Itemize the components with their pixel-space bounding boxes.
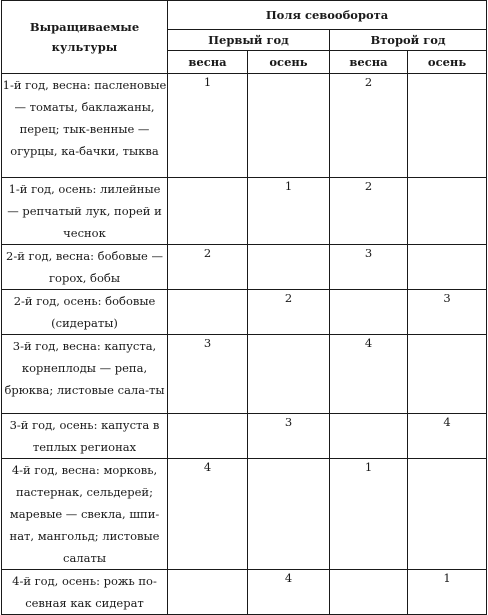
field-cell bbox=[330, 414, 408, 459]
crop-cell: 1-й год, весна: пасленовые — томаты, баклажаны, перец; тык-венные — огурцы, ка-бачки, тыква bbox=[2, 74, 168, 178]
field-cell bbox=[248, 245, 330, 290]
header-year-2: Второй год bbox=[330, 30, 487, 51]
table-row bbox=[2, 74, 487, 178]
field-cell: 2 bbox=[330, 178, 408, 245]
field-cell bbox=[168, 178, 248, 245]
table-row bbox=[2, 570, 487, 615]
field-cell: 2 bbox=[248, 290, 330, 335]
field-cell bbox=[330, 570, 408, 615]
field-cell bbox=[408, 459, 487, 570]
field-cell: 1 bbox=[408, 570, 487, 615]
header-season: весна bbox=[330, 51, 408, 74]
field-cell bbox=[408, 74, 487, 178]
crop-cell: 4-й год, осень: рожь по-севная как сидерат bbox=[2, 570, 168, 615]
field-cell: 2 bbox=[330, 74, 408, 178]
field-cell: 3 bbox=[408, 290, 487, 335]
field-cell bbox=[168, 414, 248, 459]
field-cell bbox=[248, 74, 330, 178]
field-cell bbox=[408, 178, 487, 245]
field-cell: 4 bbox=[168, 459, 248, 570]
header-season: осень bbox=[408, 51, 487, 74]
table-row bbox=[2, 245, 487, 290]
field-cell bbox=[168, 290, 248, 335]
field-cell bbox=[248, 335, 330, 414]
field-cell: 4 bbox=[248, 570, 330, 615]
field-cell: 1 bbox=[248, 178, 330, 245]
table-row bbox=[2, 459, 487, 570]
field-cell: 1 bbox=[330, 459, 408, 570]
crop-cell: 3-й год, весна: капуста, корнеплоды — репа, брюква; листовые сала-ты bbox=[2, 335, 168, 414]
header-fields: Поля севооборота bbox=[168, 1, 487, 30]
crop-cell: 4-й год, весна: морковь, пастернак, сельдерей; маревые — свекла, шпи-нат, мангольд; листовые салаты bbox=[2, 459, 168, 570]
header-season: осень bbox=[248, 51, 330, 74]
crop-cell: 2-й год, весна: бобовые — горох, бобы bbox=[2, 245, 168, 290]
field-cell bbox=[330, 290, 408, 335]
table-row bbox=[2, 335, 487, 414]
table-row bbox=[2, 414, 487, 459]
header-year-1: Первый год bbox=[168, 30, 330, 51]
field-cell bbox=[248, 459, 330, 570]
field-cell: 4 bbox=[408, 414, 487, 459]
field-cell: 3 bbox=[168, 335, 248, 414]
crop-cell: 3-й год, осень: капуста в теплых регионах bbox=[2, 414, 168, 459]
crop-cell: 2-й год, осень: бобовые (сидераты) bbox=[2, 290, 168, 335]
crop-cell: 1-й год, осень: лилейные — репчатый лук, порей и чеснок bbox=[2, 178, 168, 245]
field-cell bbox=[168, 570, 248, 615]
header-season: весна bbox=[168, 51, 248, 74]
field-cell: 1 bbox=[168, 74, 248, 178]
field-cell bbox=[408, 245, 487, 290]
table-row bbox=[2, 290, 487, 335]
header-crops: Выращиваемые культуры bbox=[2, 1, 168, 74]
field-cell: 3 bbox=[248, 414, 330, 459]
field-cell: 3 bbox=[330, 245, 408, 290]
field-cell: 4 bbox=[330, 335, 408, 414]
field-cell: 2 bbox=[168, 245, 248, 290]
table-row bbox=[2, 178, 487, 245]
crop-rotation-table bbox=[1, 0, 487, 615]
field-cell bbox=[408, 335, 487, 414]
